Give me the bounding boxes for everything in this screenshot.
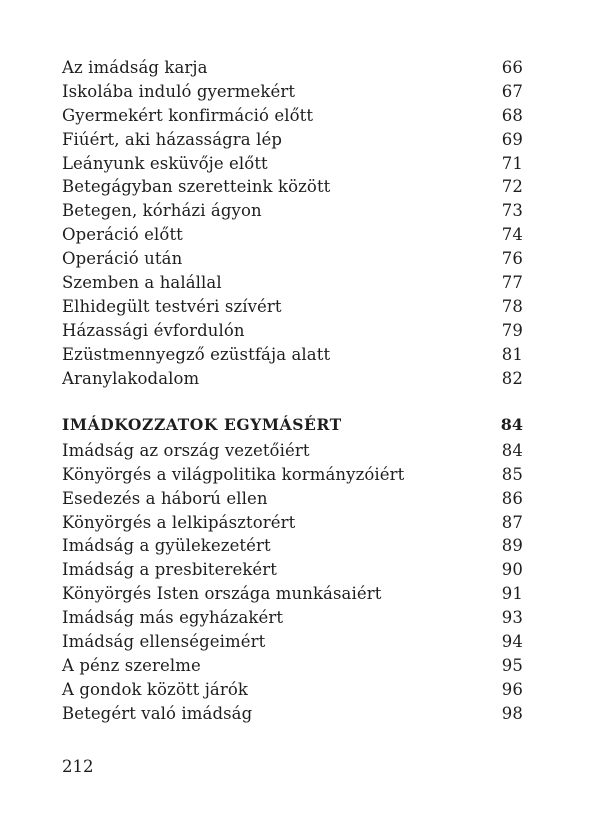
toc-entry-page: 77: [501, 273, 523, 293]
toc-entry-title: Betegágyban szeretteink között: [62, 177, 331, 197]
toc-entry: [62, 223, 523, 247]
toc-entry-page: 79: [501, 320, 523, 340]
toc-entry-title: Operáció után: [62, 249, 183, 269]
toc-entry-title: Imádság a gyülekezetért: [62, 536, 271, 556]
toc-entry-page: 91: [501, 584, 523, 604]
page-number: 212: [62, 757, 94, 776]
toc-entry: [62, 152, 523, 176]
toc-group-2: [62, 439, 523, 726]
toc-entry-title: Imádság a presbiterekért: [62, 560, 278, 580]
toc-entry-page: 73: [501, 201, 523, 221]
toc-entry: [62, 104, 523, 128]
toc-entry-page: 72: [501, 177, 523, 197]
toc-entry: [62, 128, 523, 152]
toc-entry-title: A gondok között járók: [62, 679, 248, 699]
toc-entry: [62, 199, 523, 223]
toc-entry: [62, 702, 523, 726]
toc-entry-title: Betegért való imádság: [62, 703, 253, 723]
toc-entry-title: Szemben a halállal: [62, 273, 222, 293]
toc-entry: [62, 582, 523, 606]
toc-entry-page: 90: [501, 560, 523, 580]
toc-entry-page: 78: [501, 296, 523, 316]
toc-entry: [62, 295, 523, 319]
toc-entry-page: 68: [501, 105, 523, 125]
toc-entry: [62, 463, 523, 487]
toc-entry-page: 94: [501, 631, 523, 651]
toc-entry-page: 96: [501, 679, 523, 699]
toc-entry: [62, 271, 523, 295]
toc-entry-page: 74: [501, 225, 523, 245]
toc-entry-title: Imádság ellenségeimért: [62, 631, 266, 651]
toc-entry-page: 67: [501, 81, 523, 101]
toc-entry-page: 69: [501, 129, 523, 149]
toc-entry-page: 95: [501, 655, 523, 675]
toc-entry-title: Könyörgés Isten országa munkásaiért: [62, 584, 382, 604]
toc-entry-title: Könyörgés a lelkipásztorért: [62, 512, 296, 532]
toc-entry: [62, 319, 523, 343]
toc-entry-title: Az imádság karja: [62, 58, 208, 77]
section-heading-page: 84: [500, 414, 523, 434]
toc-entry-title: Operáció előtt: [62, 225, 183, 245]
toc-entry-title: A pénz szerelme: [62, 655, 201, 675]
toc-entry-page: 81: [501, 344, 523, 364]
toc-entry: [62, 606, 523, 630]
toc-entry-page: 66: [501, 58, 523, 77]
toc-entry-page: 82: [501, 368, 523, 388]
toc-entry-page: 93: [501, 608, 523, 628]
toc-entry-title: Fiúért, aki házasságra lép: [62, 129, 282, 149]
toc-entry-title: Aranylakodalom: [62, 368, 200, 388]
toc-entry-page: 76: [501, 249, 523, 269]
toc-entry-page: 98: [501, 703, 523, 723]
toc-entry: [62, 678, 523, 702]
toc-entry-title: Imádság más egyházakért: [62, 608, 284, 628]
section-heading-title: IMÁDKOZZATOK EGYMÁSÉRT: [62, 414, 342, 434]
section-spacer: [62, 390, 523, 413]
toc-entry-title: Gyermekért konfirmáció előtt: [62, 105, 314, 125]
toc-entry-title: Ezüstmennyegző ezüstfája alatt: [62, 344, 331, 364]
toc-entry: [62, 630, 523, 654]
toc-entry-page: 84: [501, 440, 523, 460]
toc-entry: [62, 367, 523, 391]
toc-entry-page: 71: [501, 153, 523, 173]
toc-entry-page: 85: [501, 464, 523, 484]
toc-entry: [62, 80, 523, 104]
toc-entry-title: Elhidegült testvéri szívért: [62, 296, 282, 316]
toc-group-1: [62, 56, 523, 390]
toc-entry: [62, 654, 523, 678]
toc-entry-page: 87: [501, 512, 523, 532]
toc-entry: [62, 487, 523, 511]
toc-entry: [62, 511, 523, 535]
toc-entry-page: 86: [501, 488, 523, 508]
toc-entry: [62, 343, 523, 367]
toc-entry: [62, 558, 523, 582]
toc-entry-title: Leányunk esküvője előtt: [62, 153, 268, 173]
table-of-contents: [62, 56, 523, 726]
toc-section-heading: [62, 413, 523, 437]
toc-entry-title: Esedezés a háború ellen: [62, 488, 268, 508]
toc-entry: [62, 175, 523, 199]
toc-entry-title: Könyörgés a világpolitika kormányzóiért: [62, 464, 405, 484]
toc-entry-page: 89: [501, 536, 523, 556]
toc-entry-title: Betegen, kórházi ágyon: [62, 201, 262, 221]
toc-entry: [62, 56, 523, 80]
toc-entry-title: Iskolába induló gyermekért: [62, 81, 296, 101]
toc-entry: [62, 439, 523, 463]
toc-entry-title: Imádság az ország vezetőiért: [62, 440, 310, 460]
toc-entry: [62, 534, 523, 558]
toc-entry-title: Házassági évfordulón: [62, 320, 245, 340]
toc-entry: [62, 247, 523, 271]
